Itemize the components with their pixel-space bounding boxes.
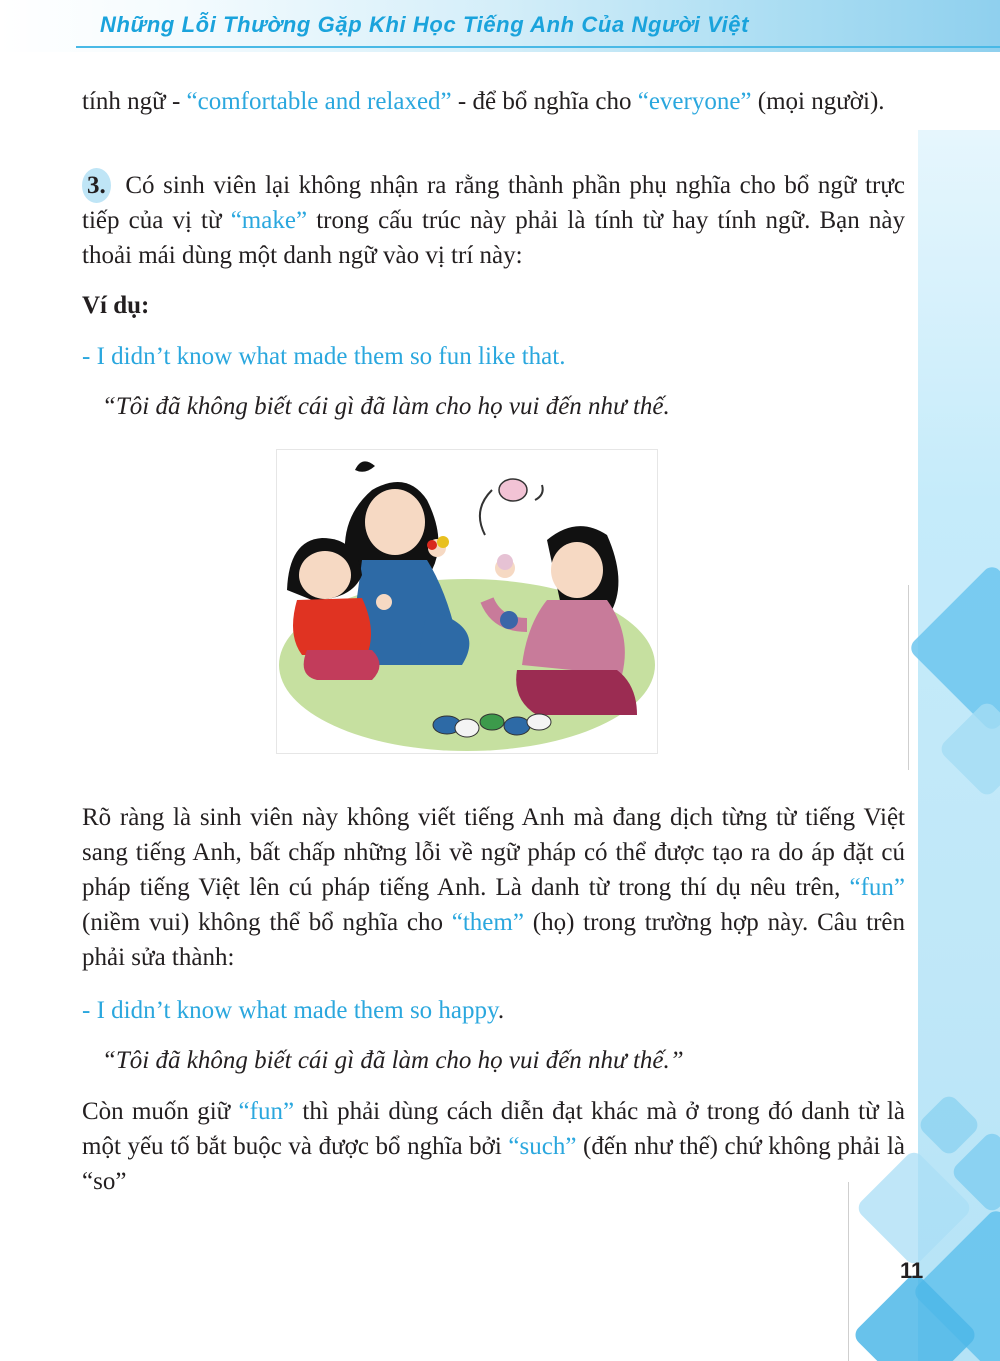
children-playing-illustration: [276, 449, 658, 754]
sentence-period: .: [497, 997, 505, 1024]
text-run: Có sinh viên lại không nhận ra rằng thành phần phụ nghĩa cho bổ ngữ trực tiếp của vị từ: [82, 172, 905, 234]
corrected-vietnamese-translation: “Tôi đã không biết cái gì đã làm cho họ vui đến như thế.”: [102, 1047, 684, 1074]
quoted-term: “them”: [451, 909, 524, 936]
explanation-paragraph: [82, 800, 905, 975]
text-run: Còn muốn giữ: [82, 1098, 239, 1125]
text-run: (niềm vui) không thể bổ nghĩa cho: [82, 909, 452, 936]
text-run: (mọi người).: [751, 88, 885, 115]
quoted-term: “everyone”: [637, 88, 752, 115]
illustration-svg: [277, 450, 657, 753]
text-run: thì phải dùng cách diễn đạt khác mà ở trong đó danh từ là một yếu tố bắt buộc và được bổ nghĩa bởi: [82, 1098, 905, 1160]
example-heading: Ví dụ:: [82, 292, 150, 319]
point-number-badge: 3.: [82, 168, 111, 203]
quoted-term: “comfortable and relaxed”: [186, 88, 452, 115]
side-divider: [908, 585, 909, 770]
point-3-paragraph: [82, 168, 905, 273]
text-run: (đến như thế) chứ không phải là “so”: [82, 1133, 905, 1195]
quoted-term: “make”: [230, 207, 308, 234]
quoted-term: “fun”: [849, 874, 905, 901]
text-run: - để bổ nghĩa cho: [451, 88, 638, 115]
side-divider: [848, 1182, 849, 1361]
text-run: tính ngữ -: [82, 88, 187, 115]
quoted-term: “fun”: [238, 1098, 295, 1125]
header-rule: [76, 46, 1000, 48]
corrected-english-sentence: - I didn’t know what made them so happy: [82, 997, 498, 1024]
text-run: Rõ ràng là sinh viên này không viết tiếng Anh mà đang dịch từng từ tiếng Việt sang tiếng Anh, bất chấp những lỗi về ngữ pháp có thể được tạo ra do áp đặt cú pháp tiếng Việt lên cú pháp tiếng Anh. Là danh từ trong thí dụ nêu trên,: [82, 804, 905, 901]
example-vietnamese-translation: “Tôi đã không biết cái gì đã làm cho họ vui đến như thế.: [102, 393, 670, 420]
closing-paragraph: [82, 1094, 905, 1199]
text-run: (họ) trong trường hợp này. Câu trên phải sửa thành:: [82, 909, 905, 971]
page-header-title: Những Lỗi Thường Gặp Khi Học Tiếng Anh Của Người Việt: [100, 12, 750, 37]
text-run: trong cấu trúc này phải là tính từ hay tính ngữ. Bạn này thoải mái dùng một danh ngữ vào vị trí này:: [82, 207, 905, 269]
page-number: 11: [900, 1258, 924, 1283]
paragraph-continuation: [82, 84, 905, 119]
example-english-sentence: - I didn’t know what made them so fun like that.: [82, 343, 566, 370]
corrected-example: [82, 993, 504, 1028]
quoted-term: “such”: [508, 1133, 577, 1160]
